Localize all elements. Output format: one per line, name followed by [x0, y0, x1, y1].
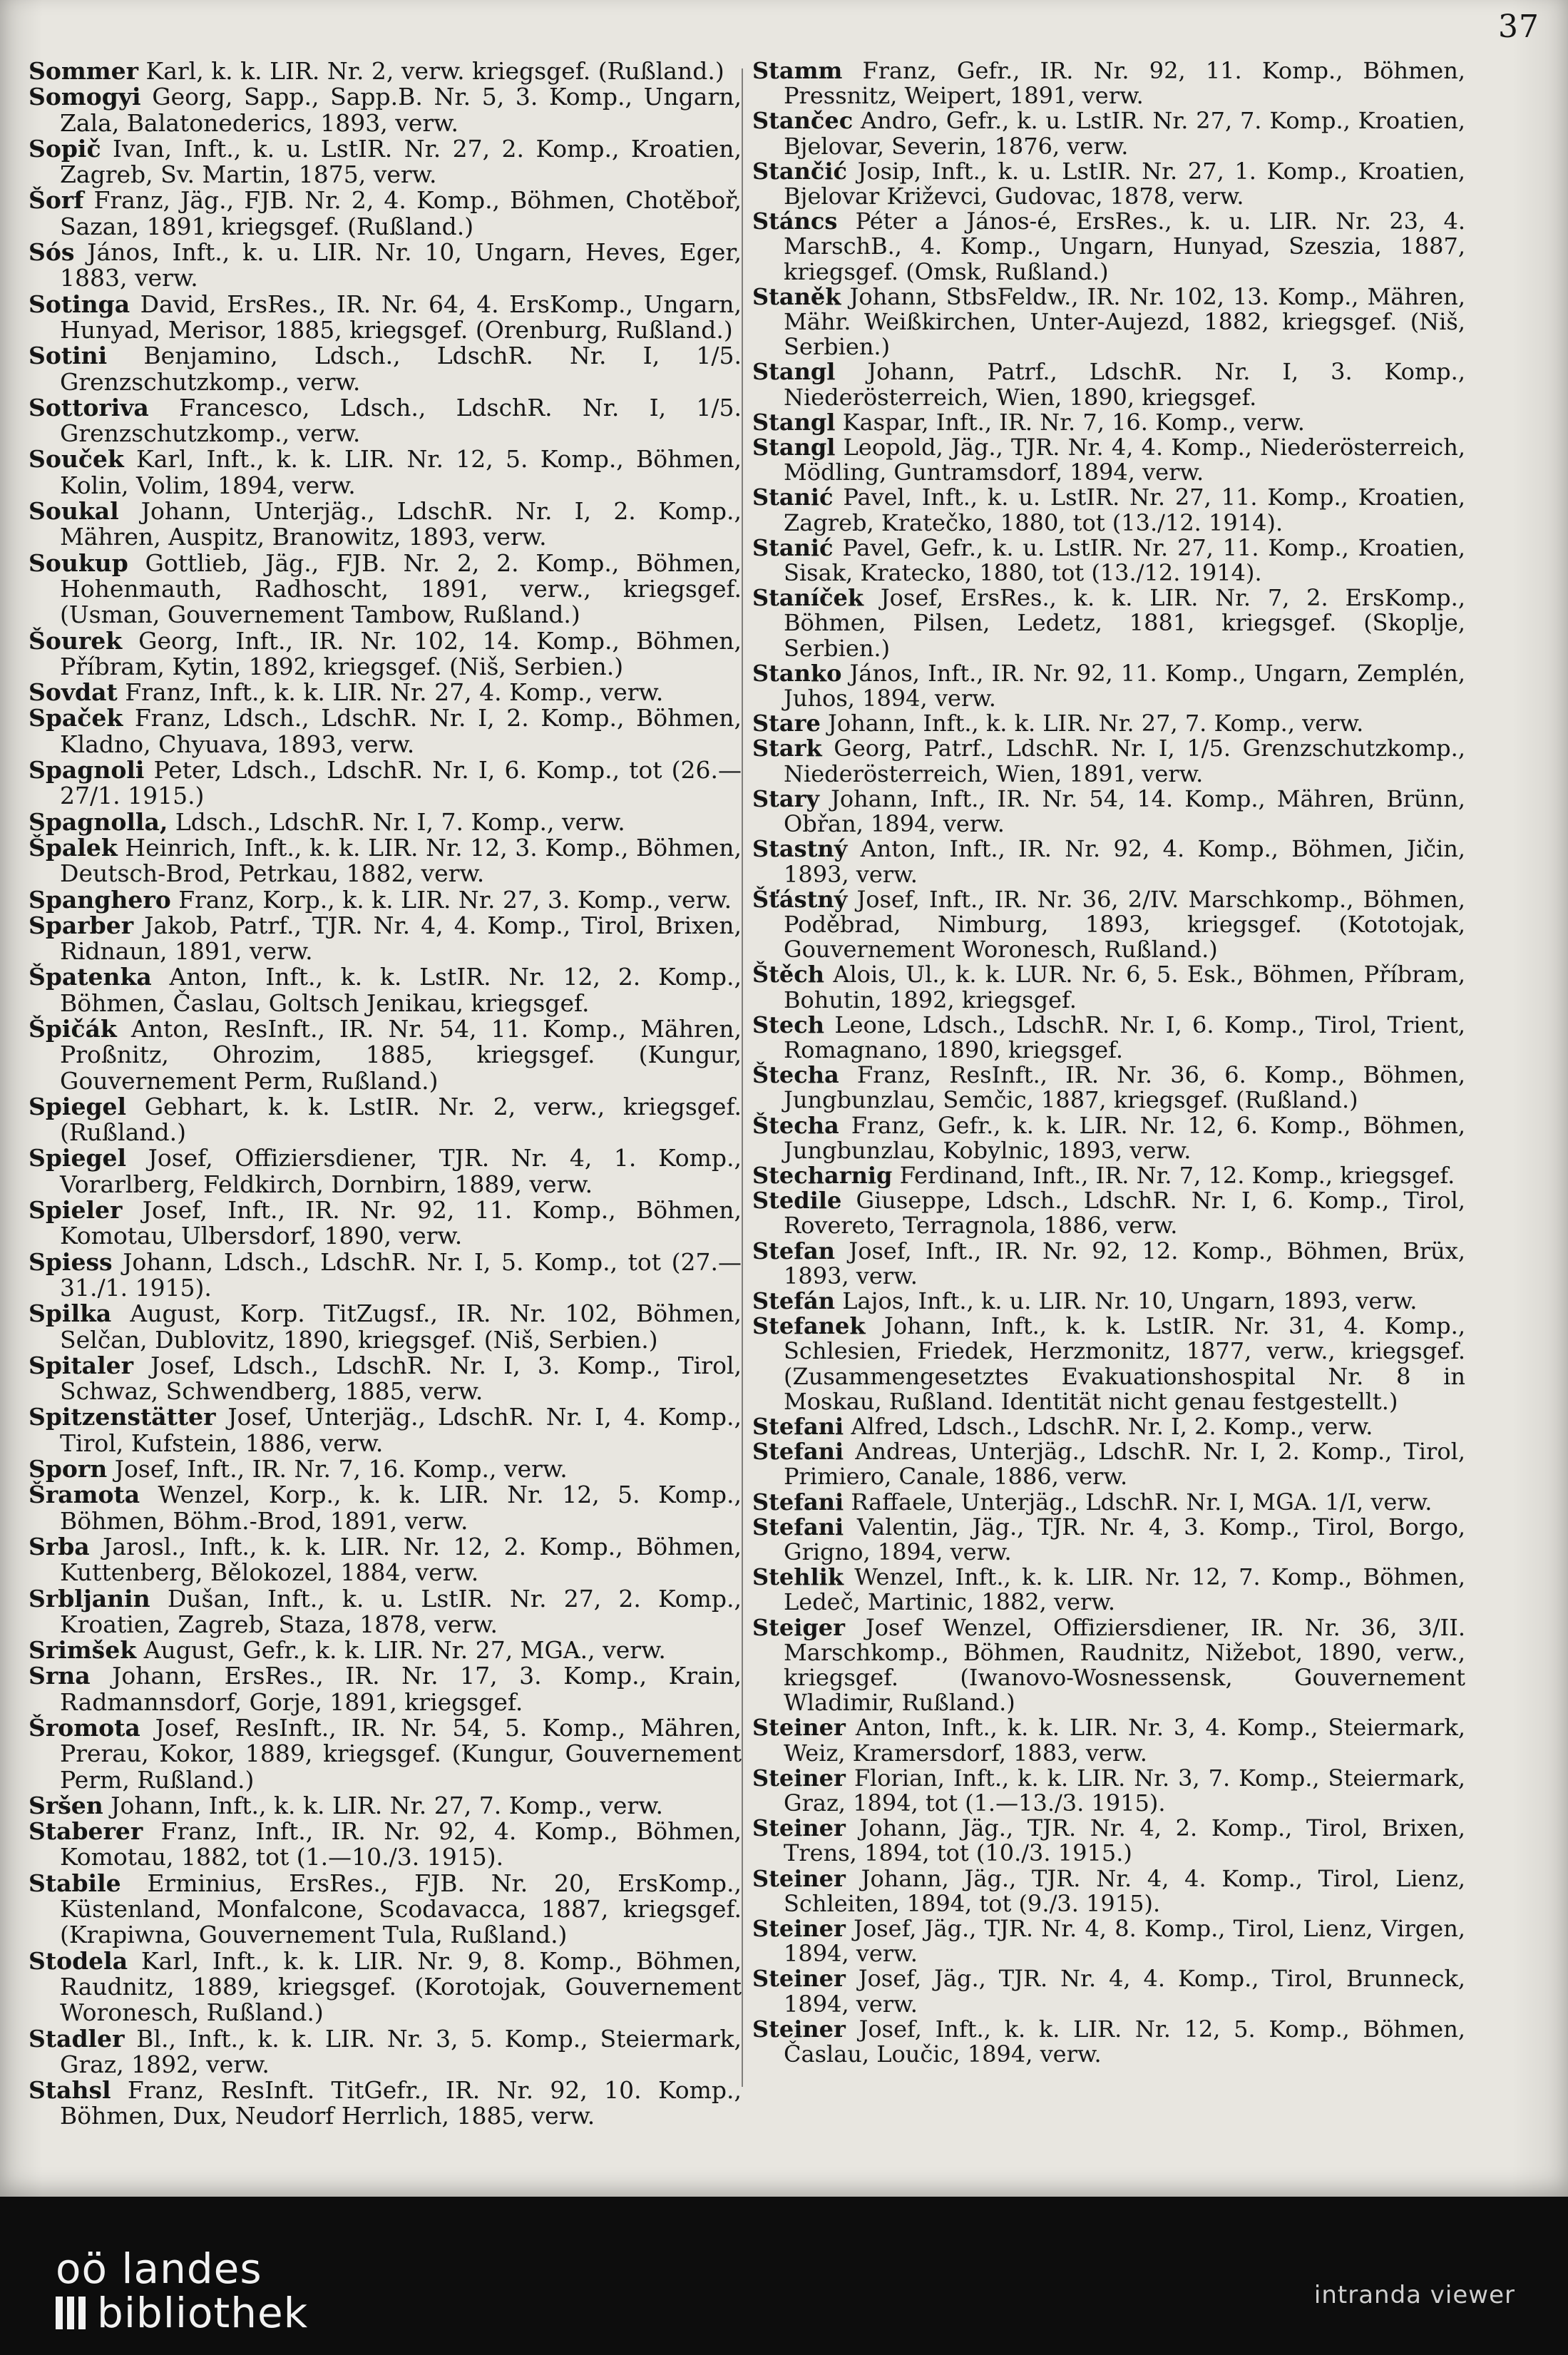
- entry-surname: Štěch: [752, 961, 824, 989]
- entry-details: Jarosl., Inft., k. k. LIR. Nr. 12, 2. Komp., Böhmen, Kuttenberg, Bělokozel, 1884, verw.: [60, 1532, 742, 1587]
- entry-surname: Stodela: [29, 1946, 128, 1975]
- entry-details: Ldsch., LdschR. Nr. I, 7. Komp., verw.: [168, 807, 625, 836]
- entry-surname: Spanghero: [29, 885, 171, 914]
- entry-surname: Srbljanin: [29, 1584, 150, 1613]
- entry-surname: Šourek: [29, 626, 123, 655]
- entry-surname: Somogyi: [29, 83, 141, 111]
- entry-details: Josef, Offiziersdiener, TJR. Nr. 4, 1. Komp., Vorarlberg, Feldkirch, Dornbirn, 1889, verw.: [60, 1144, 742, 1198]
- register-entry: [752, 359, 1465, 409]
- register-entry: [29, 188, 742, 240]
- entry-details: Leone, Ldsch., LdschR. Nr. I, 6. Komp., Tirol, Trient, Romagnano, 1890, kriegsgef.: [784, 1011, 1465, 1063]
- register-entry: [752, 159, 1465, 209]
- register-entry: [29, 1819, 742, 1871]
- register-entry: [29, 1301, 742, 1353]
- entry-details: Francesco, Ldsch., LdschR. Nr. I, 1/5. Grenzschutzkomp., verw.: [60, 393, 742, 448]
- register-entry: [752, 787, 1465, 837]
- entry-details: Valentin, Jäg., TJR. Nr. 4, 3. Komp., Tirol, Borgo, Grigno, 1894, verw.: [784, 1513, 1465, 1565]
- register-entry: [752, 1414, 1465, 1439]
- entry-details: Johann, Unterjäg., LdschR. Nr. I, 2. Komp., Mähren, Auspitz, Branowitz, 1893, verw.: [60, 497, 742, 551]
- entry-surname: Spilka: [29, 1299, 112, 1328]
- entry-surname: Spiegel: [29, 1144, 127, 1173]
- entry-surname: Steiner: [752, 1915, 846, 1943]
- register-entry: [752, 435, 1465, 485]
- entry-surname: Šromota: [29, 1714, 140, 1742]
- entry-surname: Stare: [752, 710, 821, 737]
- entry-details: Anton, Inft., IR. Nr. 92, 4. Komp., Böhmen, Jičin, 1893, verw.: [784, 835, 1465, 888]
- entry-surname: Sotini: [29, 342, 108, 370]
- register-entry: [752, 837, 1465, 887]
- entry-surname: Spagnoli: [29, 756, 145, 785]
- entry-surname: Srna: [29, 1662, 91, 1690]
- entry-surname: Stahsl: [29, 2076, 111, 2105]
- entry-details: Josef, Inft., IR. Nr. 36, 2/IV. Marschkomp., Böhmen, Poděbrad, Nimburg, 1893, kriegsgef. (Kototojak, Gouvernement Woronesch, Rußland.): [784, 885, 1465, 964]
- entry-details: Anton, Inft., k. k. LstIR. Nr. 12, 2. Komp., Böhmen, Časlau, Goltsch Jenikau, kriegsgef.: [60, 963, 742, 1017]
- entry-details: Franz, Korp., k. k. LIR. Nr. 27, 3. Komp., verw.: [170, 885, 732, 914]
- entry-surname: Šramota: [29, 1481, 140, 1509]
- register-entry: [29, 705, 742, 757]
- register-entry: [29, 136, 742, 188]
- register-entry: [29, 628, 742, 680]
- register-entry: [752, 1565, 1465, 1615]
- entry-details: August, Korp. TitZugsf., IR. Nr. 102, Böhmen, Selčan, Dublovitz, 1890, kriegsgef. (Niš, Serbien.): [60, 1299, 742, 1354]
- entry-surname: Spiegel: [29, 1092, 127, 1120]
- entry-details: Josef, ErsRes., k. k. LIR. Nr. 7, 2. ErsKomp., Böhmen, Pilsen, Ledetz, 1881, kriegsgef. (Skoplje, Serbien.): [784, 584, 1465, 662]
- entry-surname: Srimšek: [29, 1636, 137, 1665]
- entry-surname: Soukup: [29, 548, 128, 577]
- register-entry: [752, 209, 1465, 285]
- register-entry: [29, 1663, 742, 1715]
- entry-details: Andreas, Unterjäg., LdschR. Nr. I, 2. Komp., Tirol, Primiero, Canale, 1886, verw.: [784, 1438, 1465, 1491]
- entry-details: Johann, Inft., k. k. LstIR. Nr. 31, 4. Komp., Schlesien, Friedek, Herzmonitz, 1877, verw., kriegsgef. (Zusammengesetztes Evakuationshospital Nr. 8 in Moskau, Rußland. Identität nicht genau festgestellt.): [784, 1312, 1465, 1415]
- entry-details: Josef Wenzel, Offiziersdiener, IR. Nr. 36, 3/II. Marschkomp., Böhmen, Raudnitz, Nižebot, 1890, verw., kriegsgef. (Iwanovo-Wosnessensk, Gouvernement Wladimir, Rußland.): [784, 1613, 1465, 1717]
- page-number: 37: [1498, 9, 1539, 45]
- entry-details: Franz, ResInft. TitGefr., IR. Nr. 92, 10. Komp., Böhmen, Dux, Neudorf Herrlich, 1885, verw.: [60, 2076, 742, 2130]
- register-entry: [752, 1063, 1465, 1113]
- register-entry: [752, 410, 1465, 435]
- entry-details: August, Gefr., k. k. LIR. Nr. 27, MGA., verw.: [136, 1636, 666, 1665]
- entry-details: Josef, Unterjäg., LdschR. Nr. I, 4. Komp., Tirol, Kufstein, 1886, verw.: [60, 1403, 742, 1457]
- entry-surname: Stehlik: [752, 1563, 844, 1591]
- register-entry: [752, 58, 1465, 108]
- entry-surname: Steiger: [752, 1613, 845, 1641]
- entry-surname: Steiner: [752, 1714, 846, 1742]
- entry-details: Kaspar, Inft., IR. Nr. 7, 16. Komp., verw.: [835, 408, 1305, 436]
- entry-details: Leopold, Jäg., TJR. Nr. 4, 4. Komp., Niederösterreich, Mödling, Guntramsdorf, 1894, verw.: [784, 434, 1465, 486]
- register-entry: [752, 1866, 1465, 1916]
- entry-surname: Stangl: [752, 408, 836, 436]
- entry-surname: Stefani: [752, 1513, 844, 1541]
- register-entry: [29, 809, 742, 835]
- register-entry: [29, 395, 742, 447]
- entry-surname: Sottoriva: [29, 393, 149, 422]
- entry-surname: Stangl: [752, 434, 836, 461]
- register-entry: [752, 282, 1465, 361]
- entry-details: Josef, Inft., IR. Nr. 92, 12. Komp., Böhmen, Brüx, 1893, verw.: [784, 1237, 1465, 1289]
- entry-surname: Stáncs: [752, 208, 838, 235]
- entry-surname: Souček: [29, 445, 124, 474]
- entry-surname: Šťástný: [752, 885, 848, 913]
- register-entry: [29, 1404, 742, 1456]
- entry-details: Peter, Ldsch., LdschR. Nr. I, 6. Komp., tot (26.—27/1. 1915.): [60, 756, 742, 810]
- register-entry: [752, 1816, 1465, 1866]
- entry-surname: Srba: [29, 1532, 90, 1560]
- entry-details: Josip, Inft., k. u. LstIR. Nr. 27, 1. Komp., Kroatien, Bjelovar Križevci, Gudovac, 1878, verw.: [784, 157, 1465, 210]
- register-entry: [29, 58, 742, 84]
- register-entry: [29, 1145, 742, 1197]
- entry-details: Ferdinand, Inft., IR. Nr. 7, 12. Komp., kriegsgef.: [892, 1161, 1455, 1189]
- logo-text-line2: bibliothek: [97, 2289, 309, 2337]
- entry-details: Franz, Inft., IR. Nr. 92, 4. Komp., Böhmen, Komotau, 1882, tot (1.—10./3. 1915).: [60, 1817, 742, 1871]
- entry-details: Lajos, Inft., k. u. LIR. Nr. 10, Ungarn, 1893, verw.: [835, 1287, 1418, 1314]
- entry-details: Josef, Ldsch., LdschR. Nr. I, 3. Komp., Tirol, Schwaz, Schwendberg, 1885, verw.: [60, 1351, 742, 1406]
- entry-details: Pavel, Inft., k. u. LstIR. Nr. 27, 11. Komp., Kroatien, Zagreb, Kratečko, 1880, tot (13./12. 1914).: [784, 484, 1465, 536]
- entry-surname: Stefani: [752, 1412, 844, 1440]
- entry-surname: Sopič: [29, 134, 101, 163]
- entry-surname: Špičák: [29, 1014, 117, 1043]
- entry-surname: Sovdat: [29, 678, 118, 707]
- register-entry: [752, 1966, 1465, 2016]
- entry-surname: Spieler: [29, 1196, 123, 1225]
- entry-details: Josef, Inft., IR. Nr. 92, 11. Komp., Böhmen, Komotau, Ulbersdorf, 1890, verw.: [60, 1196, 742, 1250]
- register-entry: [29, 1482, 742, 1534]
- entry-surname: Steiner: [752, 1864, 846, 1892]
- register-entry: [752, 962, 1465, 1012]
- entry-details: Josef, Jäg., TJR. Nr. 4, 4. Komp., Tirol, Brunneck, 1894, verw.: [784, 1965, 1465, 2018]
- register-entry: [29, 1456, 742, 1482]
- entry-details: Wenzel, Korp., k. k. LIR. Nr. 12, 5. Komp., Böhmen, Böhm.-Brod, 1891, verw.: [60, 1481, 742, 1535]
- register-entry: [29, 1197, 742, 1250]
- register-entry: [29, 1534, 742, 1586]
- register-entry: [752, 1113, 1465, 1163]
- entry-details: Ivan, Inft., k. u. LstIR. Nr. 27, 2. Komp., Kroatien, Zagreb, Sv. Martin, 1875, verw.: [60, 134, 742, 189]
- entry-details: János, Inft., IR. Nr. 92, 11. Komp., Ungarn, Zemplén, Juhos, 1894, verw.: [784, 659, 1465, 712]
- entry-details: David, ErsRes., IR. Nr. 64, 4. ErsKomp., Ungarn, Hunyad, Merisor, 1885, kriegsgef. (Orenburg, Rußland.): [60, 290, 742, 344]
- entry-details: János, Inft., k. u. LIR. Nr. 10, Ungarn, Heves, Eger, 1883, verw.: [60, 238, 742, 292]
- entry-surname: Stamm: [752, 57, 843, 84]
- entry-surname: Steiner: [752, 2015, 846, 2043]
- entry-details: Franz, Gefr., IR. Nr. 92, 11. Komp., Böhmen, Pressnitz, Weipert, 1891, verw.: [784, 57, 1465, 110]
- entry-surname: Staněk: [752, 282, 841, 310]
- register-entry: [29, 2026, 742, 2078]
- entry-details: Johann, Ldsch., LdschR. Nr. I, 5. Komp., tot (27.—31./1. 1915).: [60, 1247, 742, 1302]
- viewer-brand[interactable]: intranda viewer: [1313, 2281, 1515, 2309]
- entry-surname: Spaček: [29, 704, 123, 732]
- register-entry: [29, 343, 742, 395]
- entry-surname: Špalek: [29, 833, 118, 862]
- entry-details: Georg, Sapp., Sapp.B. Nr. 5, 3. Komp., Ungarn, Zala, Balatonederics, 1893, verw.: [60, 83, 742, 137]
- entry-details: Gebhart, k. k. LstIR. Nr. 2, verw., kriegsgef. (Rußland.): [60, 1092, 742, 1147]
- entry-surname: Sós: [29, 238, 75, 267]
- entry-surname: Sršen: [29, 1791, 103, 1819]
- register-entry: [752, 533, 1465, 587]
- entry-details: Karl, k. k. LIR. Nr. 2, verw. kriegsgef. (Rußland.): [138, 57, 724, 85]
- entry-details: Josef, ResInft., IR. Nr. 54, 5. Komp., Mähren, Prerau, Kokor, 1889, kriegsgef. (Kungur, Gouvernement Perm, Rußland.): [60, 1714, 742, 1794]
- entry-details: Josef, Jäg., TJR. Nr. 4, 8. Komp., Tirol, Lienz, Virgen, 1894, verw.: [784, 1915, 1465, 1968]
- entry-details: Josef, Inft., k. k. LIR. Nr. 12, 5. Komp., Böhmen, Časlau, Loučic, 1894, verw.: [784, 2015, 1465, 2068]
- entry-details: Heinrich, Inft., k. k. LIR. Nr. 12, 3. Komp., Böhmen, Deutsch-Brod, Petrkau, 1882, verw.: [60, 833, 742, 888]
- register-entry: [752, 887, 1465, 963]
- register-entry: [752, 1715, 1465, 1765]
- register-entry: [29, 1586, 742, 1638]
- entry-details: Giuseppe, Ldsch., LdschR. Nr. I, 6. Komp., Tirol, Rovereto, Terragnola, 1886, verw.: [784, 1187, 1465, 1240]
- entry-details: Franz, Inft., k. k. LIR. Nr. 27, 4. Komp., verw.: [117, 678, 664, 707]
- entry-surname: Staberer: [29, 1817, 143, 1846]
- entry-details: Johann, Inft., k. k. LIR. Nr. 27, 7. Komp., verw.: [103, 1791, 663, 1819]
- register-entry: [29, 1638, 742, 1663]
- register-entry: [752, 1439, 1465, 1489]
- register-entry: [752, 485, 1465, 535]
- entry-details: Alfred, Ldsch., LdschR. Nr. I, 2. Komp., verw.: [844, 1412, 1373, 1440]
- entry-surname: Stastný: [752, 835, 848, 863]
- register-entry: [752, 1916, 1465, 1966]
- register-entry: [752, 736, 1465, 786]
- register-entry: [752, 1766, 1465, 1816]
- register-entry: [752, 1289, 1465, 1314]
- entry-surname: Spagnolla,: [29, 807, 168, 836]
- entry-surname: Steiner: [752, 1764, 846, 1792]
- register-entry: [29, 1871, 742, 1948]
- entry-surname: Stanko: [752, 659, 842, 687]
- entry-surname: Stangl: [752, 358, 836, 386]
- register-entry: [752, 1490, 1465, 1515]
- entry-surname: Stančec: [752, 107, 854, 135]
- entry-details: Pavel, Gefr., k. u. LstIR. Nr. 27, 11. Komp., Kroatien, Sisak, Kratecko, 1880, tot (13./12. 1914).: [784, 533, 1465, 587]
- entry-surname: Stefanek: [752, 1312, 866, 1340]
- register-entry: [752, 586, 1465, 661]
- register-entry: [29, 1247, 742, 1302]
- entry-details: Josef, Inft., IR. Nr. 7, 16. Komp., verw.: [107, 1455, 568, 1483]
- register-entry: [752, 711, 1465, 736]
- entry-surname: Stančić: [752, 157, 848, 185]
- entry-surname: Stark: [752, 735, 822, 762]
- entry-surname: Šorf: [29, 186, 84, 215]
- entry-details: Erminius, ErsRes., FJB. Nr. 20, ErsKomp., Küstenland, Monfalcone, Scodavacca, 1887, kriegsgef. (Krapiwna, Gouvernement Tula, Rußland.): [60, 1869, 742, 1949]
- entry-surname: Sporn: [29, 1455, 108, 1483]
- entry-surname: Sparber: [29, 911, 134, 939]
- entry-surname: Spitaler: [29, 1351, 133, 1379]
- register-entry: [29, 913, 742, 965]
- entry-details: Franz, Gefr., k. k. LIR. Nr. 12, 6. Komp., Böhmen, Jungbunzlau, Kobylnic, 1893, verw.: [784, 1111, 1465, 1164]
- viewer-footer: [0, 2197, 1568, 2355]
- entry-details: Georg, Patrf., LdschR. Nr. I, 1/5. Grenzschutzkomp., Niederösterreich, Wien, 1891, verw.: [784, 735, 1465, 787]
- register-entry: [29, 240, 742, 292]
- entry-surname: Stary: [752, 785, 820, 812]
- entry-surname: Stanić: [752, 484, 834, 511]
- entry-details: Johann, Inft., IR. Nr. 54, 14. Komp., Mähren, Brünn, Obřan, 1894, verw.: [784, 785, 1465, 838]
- register-entry: [29, 1094, 742, 1146]
- entry-details: Georg, Inft., IR. Nr. 102, 14. Komp., Böhmen, Příbram, Kytin, 1892, kriegsgef. (Niš, Serbien.): [60, 626, 742, 680]
- entry-surname: Spiess: [29, 1247, 113, 1276]
- entry-details: Franz, ResInft., IR. Nr. 36, 6. Komp., Böhmen, Jungbunzlau, Semčic, 1887, kriegsgef. (Rußland.): [784, 1061, 1465, 1114]
- entry-details: Florian, Inft., k. k. LIR. Nr. 3, 7. Komp., Steiermark, Graz, 1894, tot (1.—13./3. 1915).: [784, 1764, 1465, 1817]
- entry-details: Péter a János-é, ErsRes., k. u. LIR. Nr. 23, 4. MarschB., 4. Komp., Ungarn, Hunyad, Szeszia, 1887, kriegsgef. (Omsk, Rußland.): [784, 208, 1465, 285]
- entry-surname: Stefani: [752, 1488, 844, 1516]
- entry-surname: Štecha: [752, 1061, 839, 1089]
- entry-surname: Soukal: [29, 497, 119, 526]
- column-divider: [742, 68, 743, 2087]
- entry-details: Johann, ErsRes., IR. Nr. 17, 3. Komp., Krain, Radmannsdorf, Gorje, 1891, kriegsgef.: [60, 1662, 742, 1716]
- entry-details: Raffaele, Unterjäg., LdschR. Nr. I, MGA. 1/I, verw.: [844, 1488, 1433, 1516]
- entry-surname: Stadler: [29, 2024, 125, 2053]
- entry-details: Karl, Inft., k. k. LIR. Nr. 12, 5. Komp., Böhmen, Kolin, Volim, 1894, verw.: [60, 445, 742, 499]
- register-entry: [752, 1163, 1465, 1188]
- entry-details: Johann, Inft., k. k. LIR. Nr. 27, 7. Komp., verw.: [820, 710, 1364, 737]
- register-entry: [752, 1515, 1465, 1565]
- entry-details: Anton, ResInft., IR. Nr. 54, 11. Komp., Mähren, Proßnitz, Ohrozim, 1885, kriegsgef. (Kungur, Gouvernement Perm, Rußland.): [60, 1014, 742, 1095]
- entry-details: Johann, Patrf., LdschR. Nr. I, 3. Komp., Niederösterreich, Wien, 1890, kriegsgef.: [784, 358, 1465, 411]
- entry-surname: Stech: [752, 1011, 824, 1038]
- entry-surname: Stefan: [752, 1237, 836, 1265]
- register-entry: [29, 1715, 742, 1793]
- register-entry: [752, 1615, 1465, 1716]
- entry-surname: Stedile: [752, 1187, 842, 1215]
- entry-details: Gottlieb, Jäg., FJB. Nr. 2, 2. Komp., Böhmen, Hohenmauth, Radhoscht, 1891, verw., kriegsgef. (Usman, Gouvernement Tambow, Rußland.): [60, 548, 742, 629]
- entry-details: Alois, Ul., k. k. LUR. Nr. 6, 5. Esk., Böhmen, Příbram, Bohutin, 1892, kriegsgef.: [784, 961, 1465, 1013]
- register-entry: [29, 446, 742, 499]
- entry-surname: Spitzenstätter: [29, 1403, 216, 1431]
- register-entry: [29, 292, 742, 344]
- entry-details: Bl., Inft., k. k. LIR. Nr. 3, 5. Komp., Steiermark, Graz, 1892, verw.: [60, 2024, 742, 2078]
- register-entry: [752, 1314, 1465, 1414]
- entry-details: Benjamino, Ldsch., LdschR. Nr. I, 1/5. Grenzschutzkomp., verw.: [60, 342, 742, 396]
- register-entry: [752, 661, 1465, 711]
- register-entry: [29, 548, 742, 629]
- entry-surname: Stefán: [752, 1287, 836, 1314]
- register-entry: [29, 835, 742, 887]
- entry-details: Franz, Ldsch., LdschR. Nr. I, 2. Komp., Böhmen, Kladno, Chyuava, 1893, verw.: [60, 704, 742, 758]
- entry-details: Karl, Inft., k. k. LIR. Nr. 9, 8. Komp., Böhmen, Raudnitz, 1889, kriegsgef. (Korotojak, Gouvernement Woronesch, Rußland.): [60, 1946, 742, 2027]
- entry-surname: Staníček: [752, 584, 864, 612]
- left-column: [29, 58, 742, 2130]
- right-column: [752, 58, 1465, 2067]
- entry-surname: Sommer: [29, 57, 139, 85]
- entry-surname: Sotinga: [29, 290, 130, 318]
- entry-details: Dušan, Inft., k. u. LstIR. Nr. 27, 2. Komp., Kroatien, Zagreb, Staza, 1878, verw.: [60, 1584, 742, 1638]
- entry-details: Johann, StbsFeldw., IR. Nr. 102, 13. Komp., Mähren, Mähr. Weißkirchen, Unter-Aujezd, 1882, kriegsgef. (Niš, Serbien.): [784, 282, 1465, 361]
- register-entry: [29, 887, 742, 913]
- register-entry: [752, 1188, 1465, 1238]
- entry-details: Johann, Jäg., TJR. Nr. 4, 4. Komp., Tirol, Lienz, Schleiten, 1894, tot (9./3. 1915).: [784, 1864, 1465, 1917]
- register-entry: [752, 108, 1465, 158]
- logo-text-line1: oö landes: [56, 2244, 262, 2293]
- library-logo[interactable]: [56, 2244, 309, 2337]
- register-entry: [29, 1948, 742, 2026]
- register-entry: [752, 1239, 1465, 1289]
- register-entry: [29, 84, 742, 136]
- entry-details: Andro, Gefr., k. u. LstIR. Nr. 27, 7. Komp., Kroatien, Bjelovar, Severin, 1876, verw.: [784, 107, 1465, 160]
- register-entry: [29, 680, 742, 705]
- logo-bars-icon: [56, 2297, 87, 2329]
- register-entry: [29, 757, 742, 809]
- register-entry: [752, 1013, 1465, 1063]
- register-entry: [752, 2017, 1465, 2067]
- entry-surname: Steiner: [752, 1814, 846, 1842]
- entry-details: Jakob, Patrf., TJR. Nr. 4, 4. Komp., Tirol, Brixen, Ridnaun, 1891, verw.: [60, 911, 742, 966]
- entry-surname: Stanić: [752, 533, 834, 561]
- entry-details: Franz, Jäg., FJB. Nr. 2, 4. Komp., Böhmen, Chotěboř, Sazan, 1891, kriegsgef. (Rußland.): [60, 186, 742, 240]
- register-entry: [29, 1793, 742, 1819]
- register-entry: [29, 499, 742, 551]
- register-entry: [29, 1016, 742, 1094]
- register-entry: [29, 2078, 742, 2130]
- register-entry: [29, 964, 742, 1016]
- entry-details: Wenzel, Inft., k. k. LIR. Nr. 12, 7. Komp., Böhmen, Ledeč, Martinic, 1882, verw.: [784, 1563, 1465, 1616]
- entry-details: Anton, Inft., k. k. LIR. Nr. 3, 4. Komp., Steiermark, Weiz, Kramersdorf, 1883, verw.: [784, 1714, 1465, 1767]
- entry-surname: Steiner: [752, 1965, 846, 1993]
- entry-details: Johann, Jäg., TJR. Nr. 4, 2. Komp., Tirol, Brixen, Trens, 1894, tot (10./3. 1915.): [784, 1814, 1465, 1867]
- entry-surname: Štecha: [752, 1111, 839, 1139]
- entry-surname: Špatenka: [29, 963, 152, 991]
- entry-surname: Stabile: [29, 1869, 121, 1897]
- entry-surname: Stecharnig: [752, 1161, 893, 1189]
- register-entry: [29, 1353, 742, 1405]
- entry-surname: Stefani: [752, 1438, 844, 1466]
